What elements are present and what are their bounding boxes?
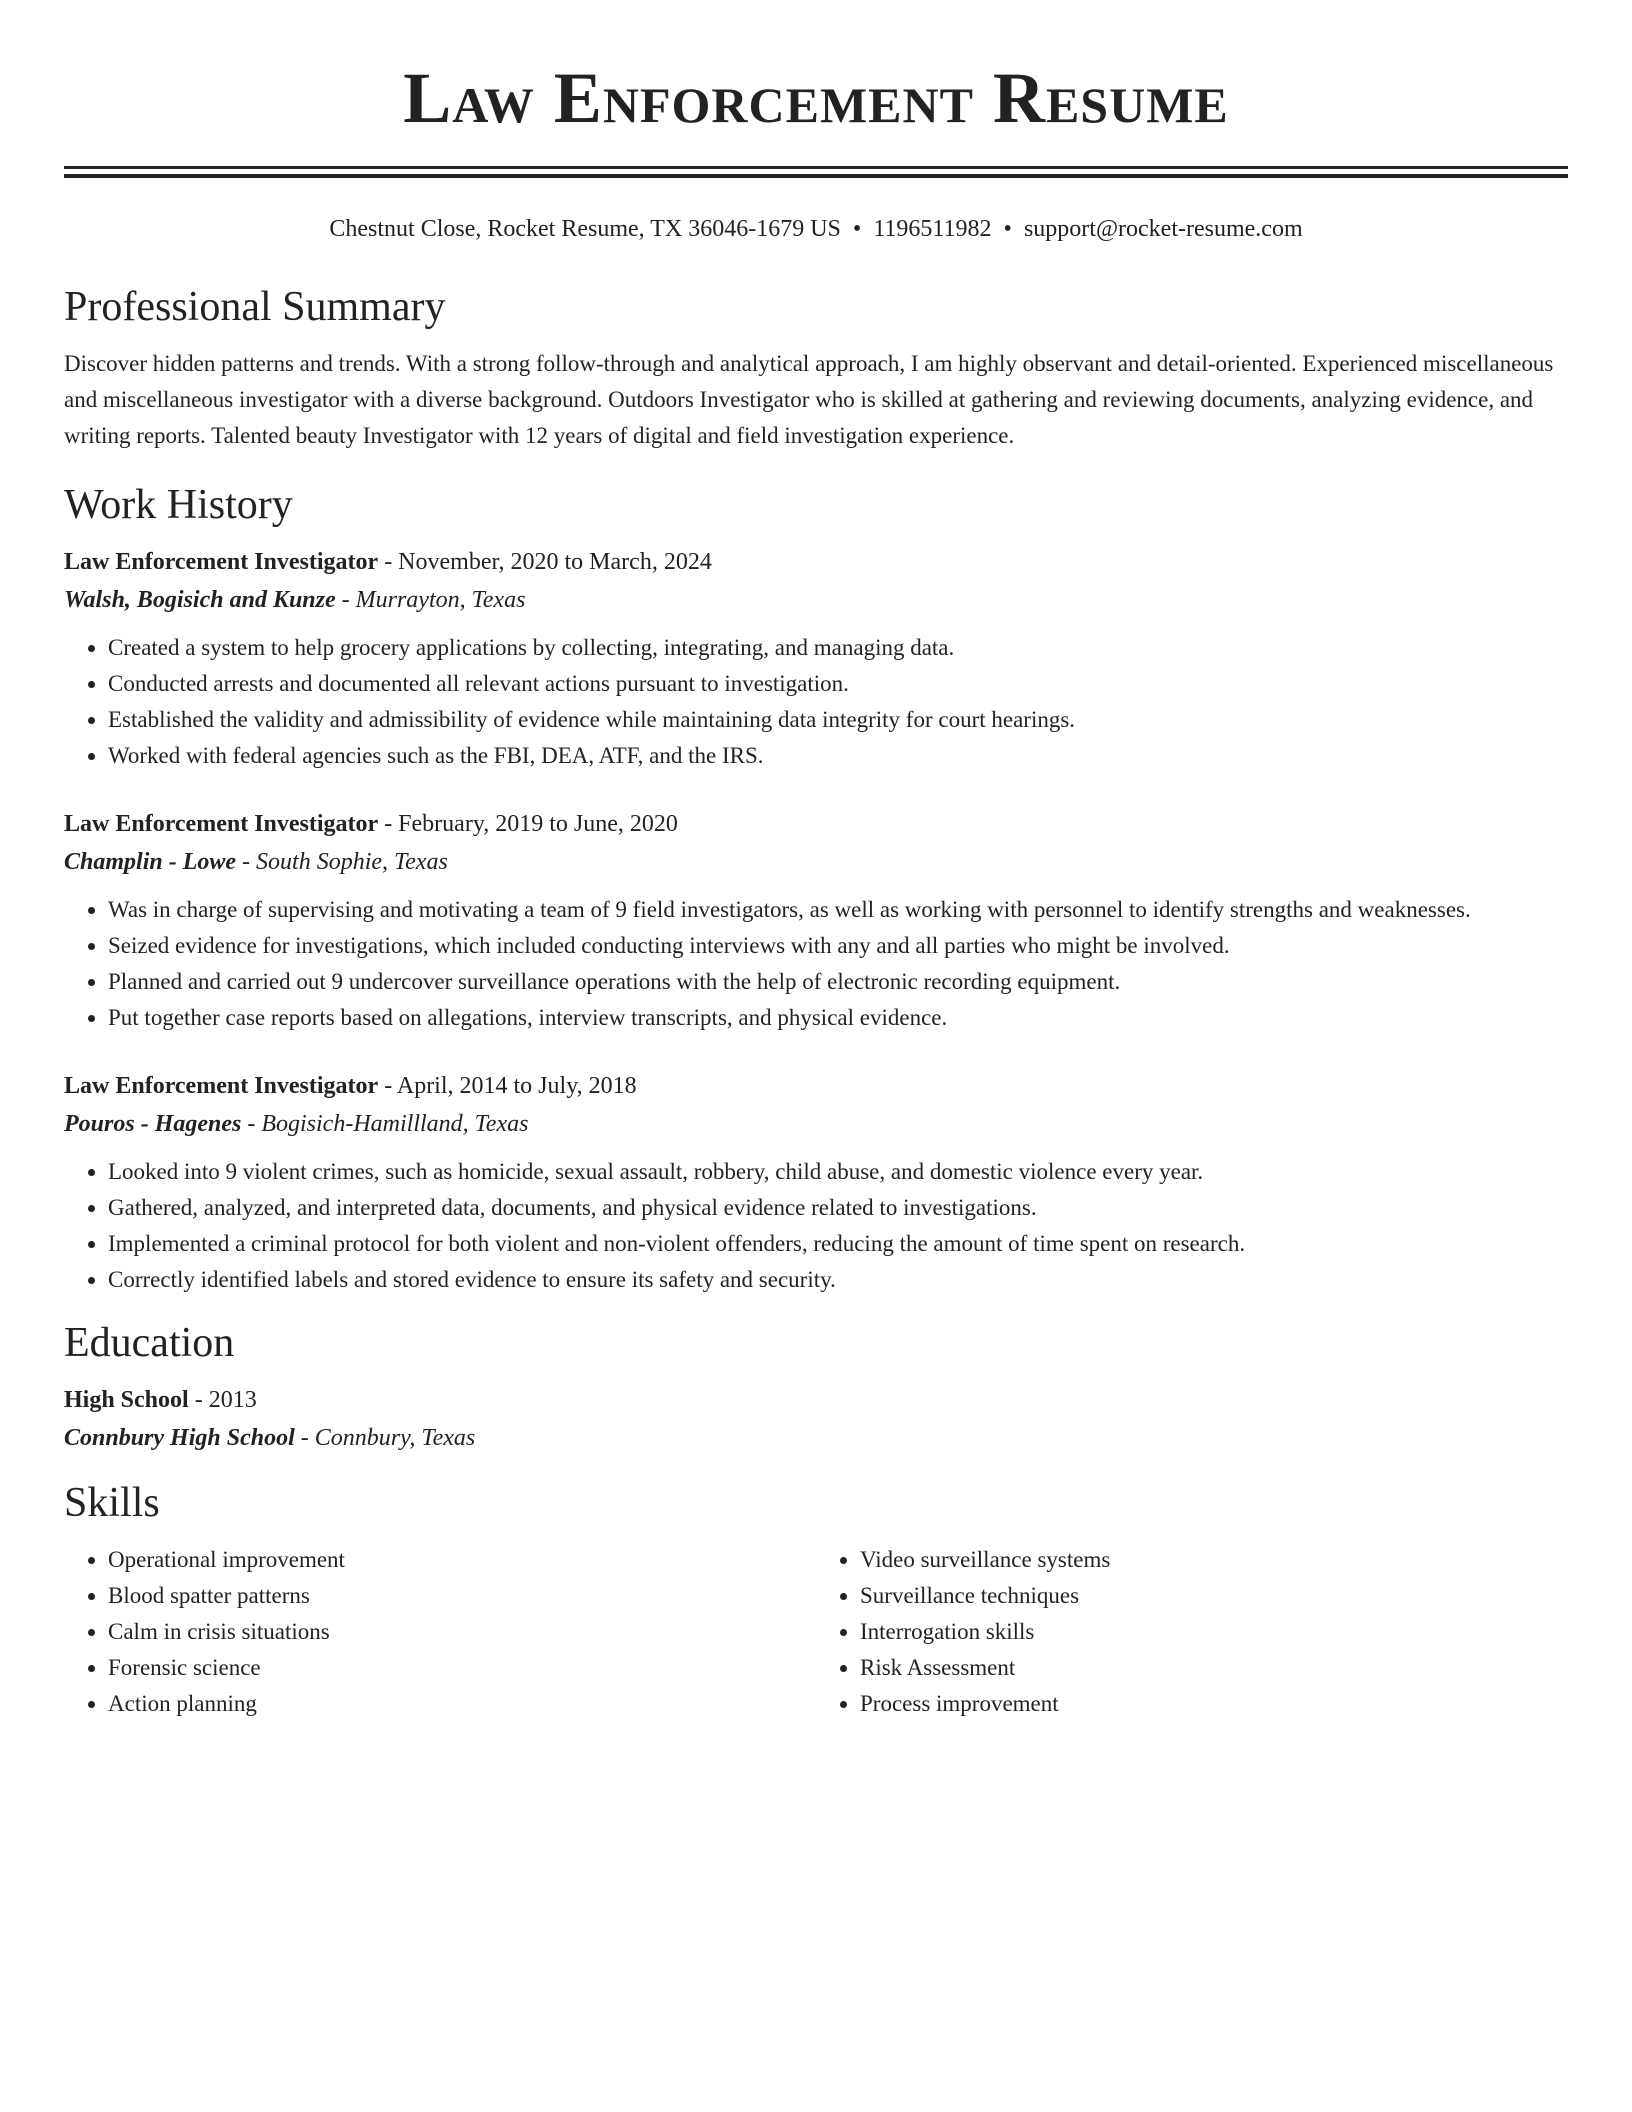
work-history-heading: Work History	[64, 482, 293, 528]
contact-address: Chestnut Close, Rocket Resume, TX 36046-1679 US	[329, 216, 841, 242]
job-bullet: • Planned and carried out 9 undercover surveillance operations with the help of electronic recording equipment.	[108, 964, 1568, 1000]
job-entry	[64, 544, 1568, 774]
job-location: - Bogisich-Hamillland, Texas	[241, 1111, 529, 1137]
job-bullet: • Established the validity and admissibility of evidence while maintaining data integrity for court hearings.	[108, 702, 1568, 738]
skill-item: • Interrogation skills	[860, 1614, 1568, 1650]
skill-item: • Video surveillance systems	[860, 1542, 1568, 1578]
job-company: Pouros - Hagenes	[64, 1111, 242, 1137]
job-dates: - November, 2020 to March, 2024	[378, 549, 712, 575]
job-title: Law Enforcement Investigator	[64, 1073, 379, 1099]
education-degree: High School	[64, 1387, 189, 1413]
skill-item: • Risk Assessment	[860, 1650, 1568, 1686]
resume-title: Law Enforcement Resume	[403, 58, 1229, 138]
contact-phone: 1196511982	[873, 216, 992, 242]
skill-item: • Surveillance techniques	[860, 1578, 1568, 1614]
job-title-line	[64, 1068, 1568, 1104]
job-title-line	[64, 544, 1568, 580]
job-location: - South Sophie, Texas	[236, 849, 448, 875]
skill-item: • Blood spatter patterns	[108, 1578, 816, 1614]
job-company: Champlin - Lowe	[64, 849, 237, 875]
job-bullets	[64, 892, 1568, 1036]
job-bullet: • Implemented a criminal protocol for both violent and non-violent offenders, reducing the amount of time spent on research.	[108, 1226, 1568, 1262]
job-bullet: • Created a system to help grocery applications by collecting, integrating, and managing data.	[108, 630, 1568, 666]
education-school: Connbury High School	[64, 1425, 295, 1451]
skill-item: • Operational improvement	[108, 1542, 816, 1578]
summary-heading: Professional Summary	[64, 284, 446, 330]
job-company-line	[64, 1106, 1568, 1142]
job-bullet: • Conducted arrests and documented all relevant actions pursuant to investigation.	[108, 666, 1568, 702]
job-dates: - February, 2019 to June, 2020	[378, 811, 678, 837]
contact-email[interactable]: support@rocket-resume.com	[1023, 216, 1303, 242]
job-title: Law Enforcement Investigator	[64, 549, 379, 575]
skill-item: • Process improvement	[860, 1686, 1568, 1722]
job-bullet: • Was in charge of supervising and motivating a team of 9 field investigators, as well as working with personnel to identify strengths and weaknesses.	[108, 892, 1568, 928]
skills-list-right	[816, 1542, 1568, 1722]
job-bullet: • Looked into 9 violent crimes, such as homicide, sexual assault, robbery, child abuse, and domestic violence every year.	[108, 1154, 1568, 1190]
job-entry	[64, 1068, 1568, 1298]
job-company-line	[64, 844, 1568, 880]
summary-text: Discover hidden patterns and trends. With a strong follow-through and analytical approach, I am highly observant and detail-oriented. Experienced miscellaneous and miscellaneous investigator with a diverse background. Outdoors Investigator who is skilled at gathering and reviewing documents, analyzing evidence, and writing reports. Talented beauty Investigator with 12 years of digital and field investigation experience.	[64, 351, 1554, 448]
job-company-line	[64, 582, 1568, 618]
job-bullet: • Put together case reports based on allegations, interview transcripts, and physical evidence.	[108, 1000, 1568, 1036]
contact-line	[64, 214, 1568, 244]
education-location: - Connbury, Texas	[294, 1425, 476, 1451]
job-bullets	[64, 1154, 1568, 1298]
education-entry	[64, 1382, 1568, 1456]
job-bullet: • Worked with federal agencies such as the FBI, DEA, ATF, and the IRS.	[108, 738, 1568, 774]
job-title-line	[64, 806, 1568, 842]
contact-separator: •	[852, 216, 862, 242]
job-entry	[64, 806, 1568, 1036]
skill-item: • Forensic science	[108, 1650, 816, 1686]
education-degree-line	[64, 1382, 1568, 1418]
job-bullets	[64, 630, 1568, 774]
job-dates: - April, 2014 to July, 2018	[378, 1073, 637, 1099]
education-heading: Education	[64, 1320, 235, 1366]
job-bullet: • Correctly identified labels and stored evidence to ensure its safety and security.	[108, 1262, 1568, 1298]
skills-heading: Skills	[64, 1480, 160, 1526]
job-company: Walsh, Bogisich and Kunze	[64, 587, 336, 613]
education-school-line	[64, 1420, 1568, 1456]
job-bullet: • Gathered, analyzed, and interpreted data, documents, and physical evidence related to investigations.	[108, 1190, 1568, 1226]
education-year: - 2013	[188, 1387, 257, 1413]
contact-separator: •	[1003, 216, 1012, 242]
job-bullet: • Seized evidence for investigations, which included conducting interviews with any and all parties who might be involved.	[108, 928, 1568, 964]
job-location: - Murrayton, Texas	[335, 587, 526, 613]
skills-columns	[64, 1542, 1568, 1722]
title-divider	[64, 166, 1568, 178]
skill-item: • Action planning	[108, 1686, 816, 1722]
job-title: Law Enforcement Investigator	[64, 811, 379, 837]
skills-list-left	[64, 1542, 816, 1722]
skill-item: • Calm in crisis situations	[108, 1614, 816, 1650]
